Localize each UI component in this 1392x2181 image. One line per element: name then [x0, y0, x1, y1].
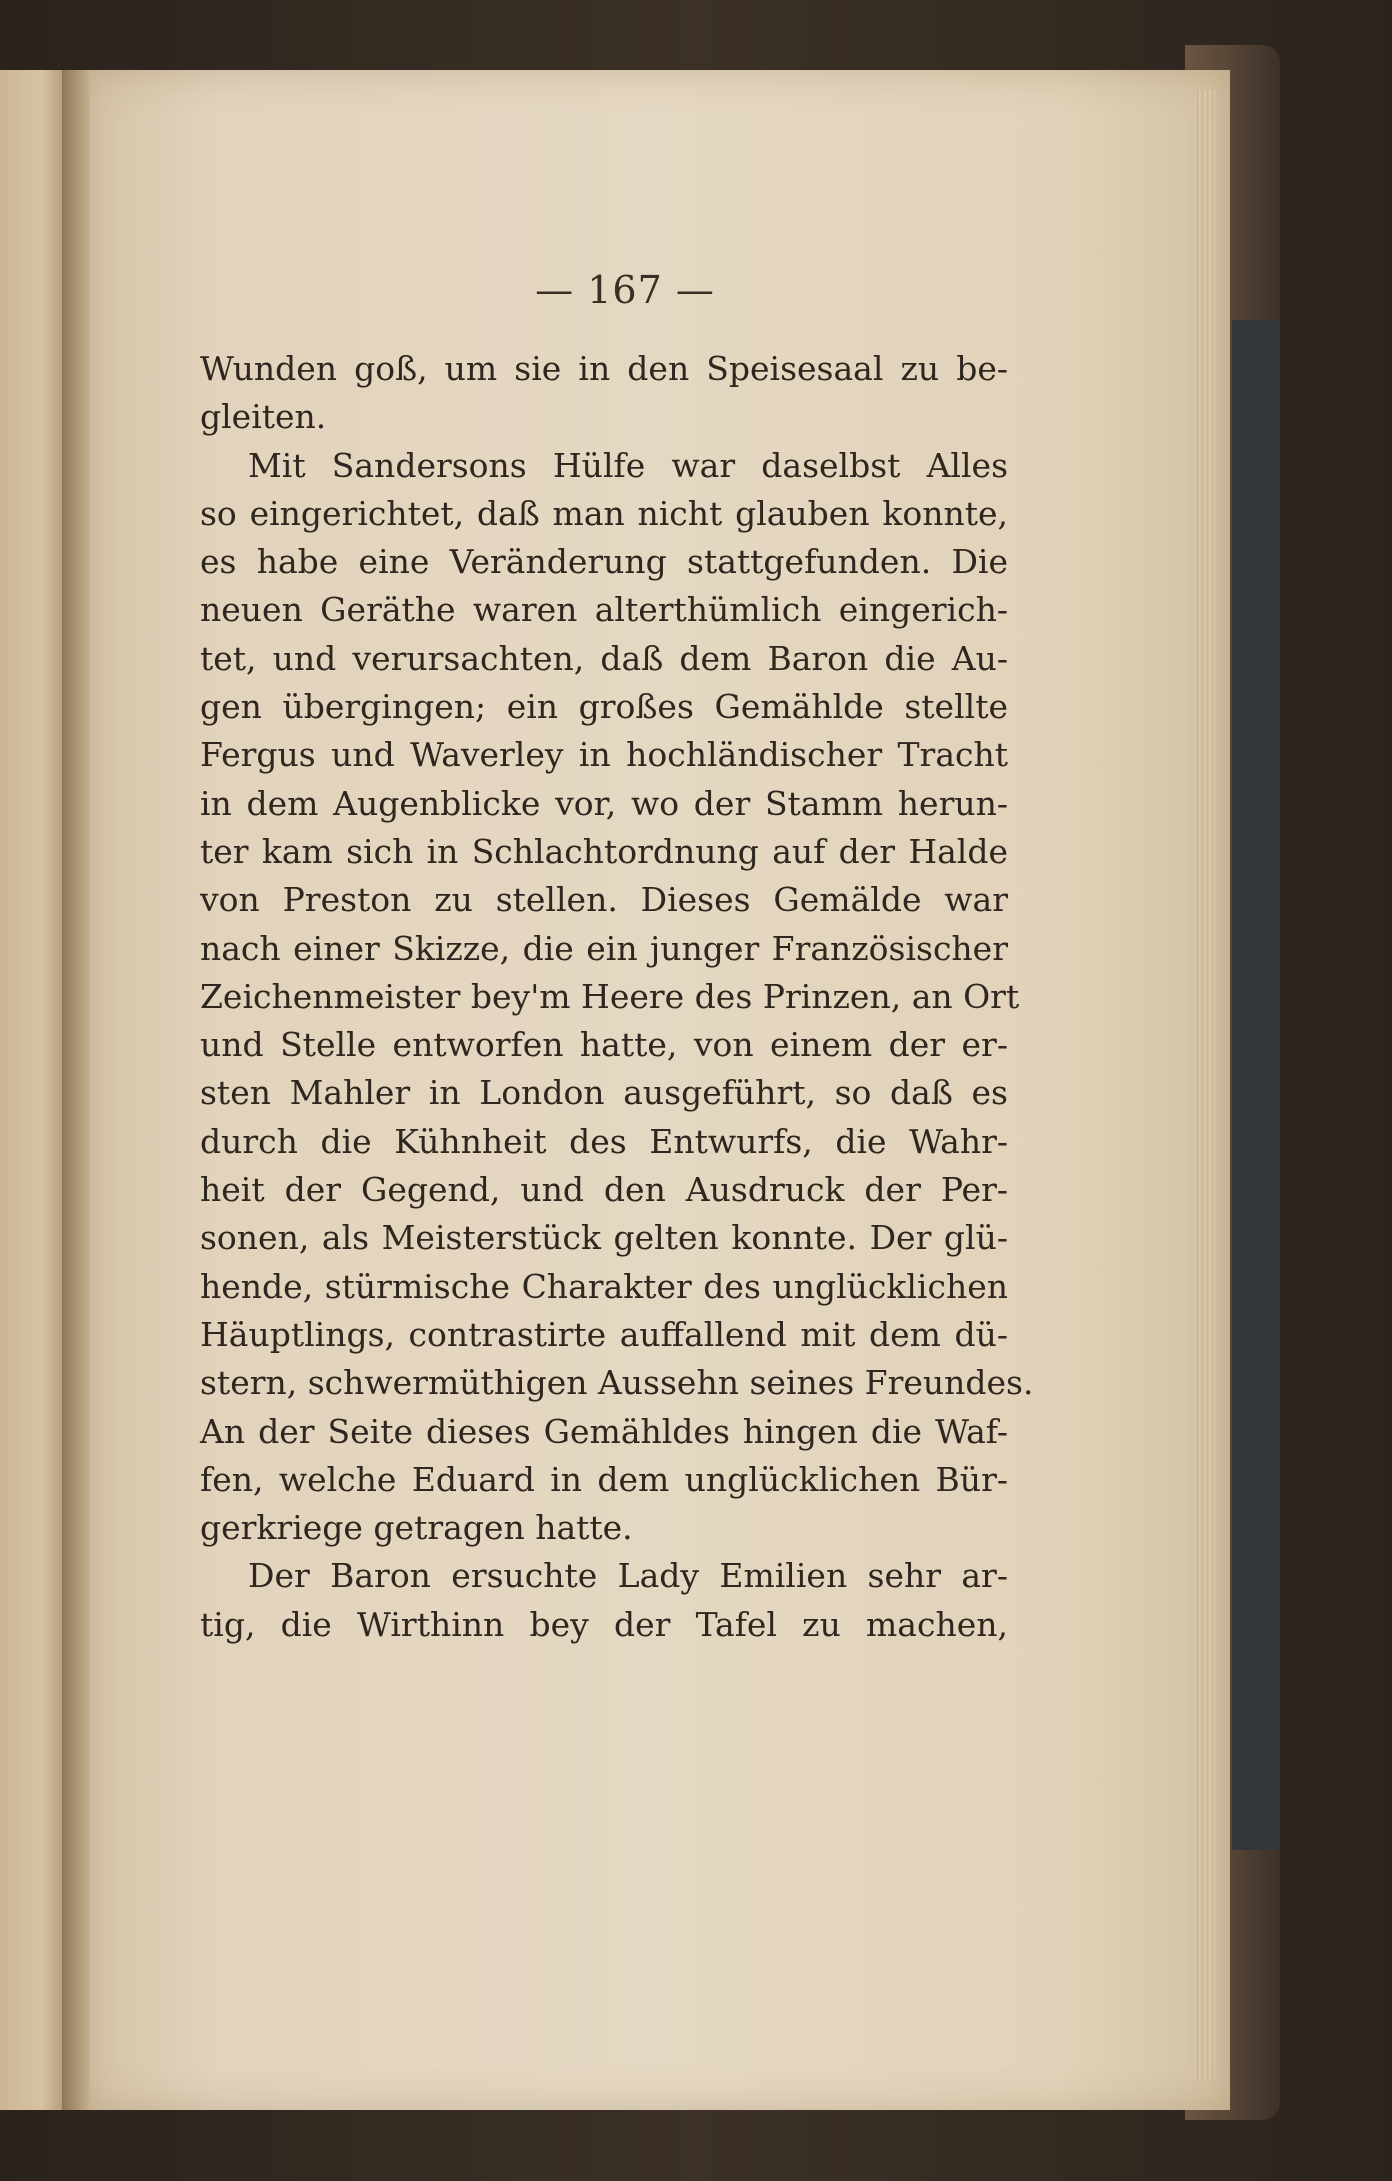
- text-line: Fergus und Waverley in hochländischer Tracht: [200, 735, 1008, 775]
- text-line: durch die Kühnheit des Entwurfs, die Wahr-: [200, 1121, 1008, 1161]
- text-line: heit der Gegend, und den Ausdruck der Per-: [200, 1170, 1008, 1210]
- text-line: so eingerichtet, daß man nicht glauben konnte,: [200, 493, 1008, 533]
- text-line: von Preston zu stellen. Dieses Gemälde war: [200, 880, 1008, 920]
- text-line: neuen Geräthe waren alterthümlich eingerich-: [200, 590, 1008, 630]
- text-line: und Stelle entworfen hatte, von einem der er-: [200, 1025, 1008, 1065]
- text-line: An der Seite dieses Gemähldes hingen die Waf-: [200, 1411, 1008, 1451]
- text-line: Häuptlings, contrastirte auffallend mit dem dü-: [200, 1314, 1008, 1354]
- page-gutter: [62, 70, 90, 2110]
- text-line: hende, stürmische Charakter des unglücklichen: [200, 1266, 1008, 1306]
- text-line: Mit Sandersons Hülfe war daselbst Alles: [248, 445, 1008, 485]
- text-line: sonen, als Meisterstück gelten konnte. Der glü-: [200, 1218, 1008, 1258]
- page-number-header: — 167 —: [535, 268, 715, 312]
- text-line: gleiten.: [200, 397, 327, 437]
- text-line: gerkriege getragen hatte.: [200, 1508, 633, 1548]
- text-line: tig, die Wirthinn bey der Tafel zu machen,: [200, 1604, 1008, 1644]
- page-body-text: [200, 345, 1034, 1649]
- text-line: es habe eine Veränderung stattgefunden. Die: [200, 542, 1008, 582]
- book-spine-band: [1232, 320, 1280, 1850]
- text-line: Der Baron ersuchte Lady Emilien sehr ar-: [248, 1556, 1008, 1596]
- text-line: gen übergingen; ein großes Gemählde stellte: [200, 687, 1008, 727]
- text-line: fen, welche Eduard in dem unglücklichen Bür-: [200, 1459, 1008, 1499]
- text-line: Zeichenmeister bey'm Heere des Prinzen, an Ort: [200, 976, 1020, 1016]
- text-line: sten Mahler in London ausgeführt, so daß es: [200, 1073, 1008, 1113]
- page-stack-edge: [1195, 90, 1215, 2080]
- text-line: stern, schwermüthigen Aussehn seines Freundes.: [200, 1363, 1034, 1403]
- text-line: Wunden goß, um sie in den Speisesaal zu be-: [200, 349, 1008, 388]
- text-line: in dem Augenblicke vor, wo der Stamm herun-: [200, 783, 1008, 823]
- text-line: tet, und verursachten, daß dem Baron die Au-: [200, 638, 1008, 678]
- left-page-edge: [0, 70, 70, 2110]
- text-line: ter kam sich in Schlachtordnung auf der Halde: [200, 831, 1008, 871]
- text-line: nach einer Skizze, die ein junger Französischer: [200, 928, 1008, 968]
